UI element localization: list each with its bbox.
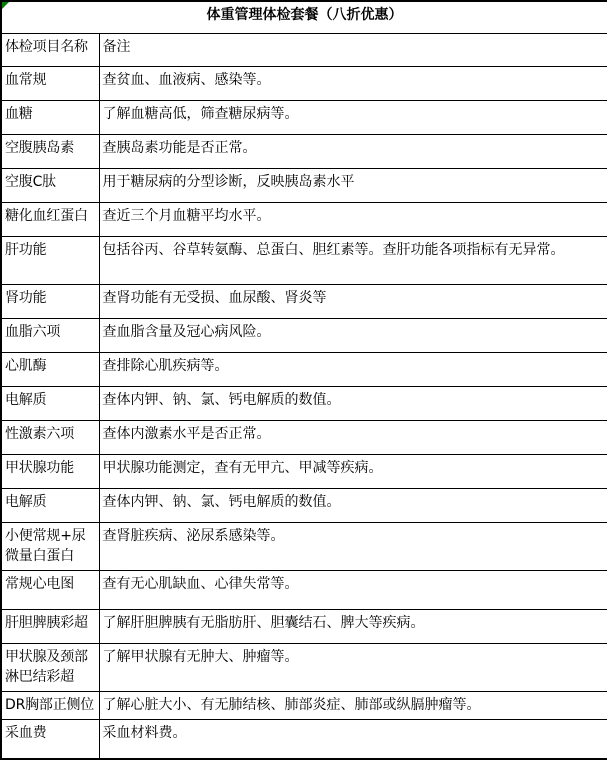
item-name-cell: 血常规 bbox=[1, 67, 99, 101]
item-note-cell: 查近三个月血糖平均水平。 bbox=[99, 203, 607, 237]
item-note-cell: 查排除心肌疾病等。 bbox=[99, 353, 607, 387]
item-note-cell: 查体内钾、钠、氯、钙电解质的数值。 bbox=[99, 387, 607, 421]
table-title-text: 体重管理体检套餐（八折优惠） bbox=[206, 7, 403, 23]
item-row bbox=[1, 455, 607, 489]
item-name-cell: 性激素六项 bbox=[1, 421, 99, 455]
corner-marker-icon bbox=[2, 2, 9, 9]
item-name-cell: 肾功能 bbox=[1, 285, 99, 319]
item-note-cell: 查体内激素水平是否正常。 bbox=[99, 421, 607, 455]
title-row bbox=[1, 1, 607, 34]
column-header-note: 备注 bbox=[99, 34, 607, 67]
item-row bbox=[1, 101, 607, 135]
column-header-item-name: 体检项目名称 bbox=[1, 34, 99, 67]
item-note-cell: 了解心脏大小、有无肺结核、肺部炎症、肺部或纵膈肿瘤等。 bbox=[99, 692, 607, 720]
table-title bbox=[1, 1, 607, 34]
item-note-cell: 查体内钾、钠、氯、钙电解质的数值。 bbox=[99, 489, 607, 523]
item-name-cell: 肝功能 bbox=[1, 237, 99, 285]
item-row bbox=[1, 135, 607, 169]
item-row bbox=[1, 319, 607, 353]
rows-container bbox=[1, 67, 607, 760]
item-row bbox=[1, 720, 607, 760]
item-name-cell: 糖化血红蛋白 bbox=[1, 203, 99, 237]
item-note-cell: 用于糖尿病的分型诊断，反映胰岛素水平 bbox=[99, 169, 607, 203]
item-name-cell: 电解质 bbox=[1, 489, 99, 523]
item-note-cell: 查肾脏疾病、泌尿系感染等。 bbox=[99, 523, 607, 571]
item-note-cell: 查肾功能有无受损、血尿酸、肾炎等 bbox=[99, 285, 607, 319]
item-name-cell: 甲状腺功能 bbox=[1, 455, 99, 489]
item-note-cell: 查血脂含量及冠心病风险。 bbox=[99, 319, 607, 353]
item-note-cell: 了解血糖高低，筛查糖尿病等。 bbox=[99, 101, 607, 135]
item-name-cell: 电解质 bbox=[1, 387, 99, 421]
item-name-cell: DR胸部正侧位 bbox=[1, 692, 99, 720]
item-note-cell: 查贫血、血液病、感染等。 bbox=[99, 67, 607, 101]
item-row bbox=[1, 644, 607, 692]
item-note-cell: 包括谷丙、谷草转氨酶、总蛋白、胆红素等。查肝功能各项指标有无异常。 bbox=[99, 237, 607, 285]
item-name-cell: 甲状腺及颈部淋巴结彩超 bbox=[1, 644, 99, 692]
item-note-cell: 采血材料费。 bbox=[99, 720, 607, 760]
item-name-cell: 小便常规+尿微量白蛋白 bbox=[1, 523, 99, 571]
item-note-cell: 甲状腺功能测定，查有无甲亢、甲减等疾病。 bbox=[99, 455, 607, 489]
table-head-rows bbox=[1, 1, 607, 67]
item-name-cell: 常规心电图 bbox=[1, 571, 99, 610]
item-note-cell: 查胰岛素功能是否正常。 bbox=[99, 135, 607, 169]
item-row bbox=[1, 489, 607, 523]
item-name-cell: 空腹C肽 bbox=[1, 169, 99, 203]
item-note-cell: 了解肝胆脾胰有无脂肪肝、胆囊结石、脾大等疾病。 bbox=[99, 610, 607, 644]
item-row bbox=[1, 571, 607, 610]
item-row bbox=[1, 237, 607, 285]
item-row bbox=[1, 67, 607, 101]
item-row bbox=[1, 421, 607, 455]
item-row bbox=[1, 353, 607, 387]
item-name-cell: 采血费 bbox=[1, 720, 99, 760]
item-row bbox=[1, 692, 607, 720]
header-row bbox=[1, 34, 607, 67]
item-row bbox=[1, 610, 607, 644]
item-name-cell: 肝胆脾胰彩超 bbox=[1, 610, 99, 644]
item-row bbox=[1, 523, 607, 571]
item-row bbox=[1, 285, 607, 319]
item-row bbox=[1, 387, 607, 421]
item-name-cell: 血糖 bbox=[1, 101, 99, 135]
item-name-cell: 心肌酶 bbox=[1, 353, 99, 387]
item-row bbox=[1, 169, 607, 203]
item-name-cell: 空腹胰岛素 bbox=[1, 135, 99, 169]
item-row bbox=[1, 203, 607, 237]
item-note-cell: 查有无心肌缺血、心律失常等。 bbox=[99, 571, 607, 610]
item-note-cell: 了解甲状腺有无肿大、肿瘤等。 bbox=[99, 644, 607, 692]
item-name-cell: 血脂六项 bbox=[1, 319, 99, 353]
